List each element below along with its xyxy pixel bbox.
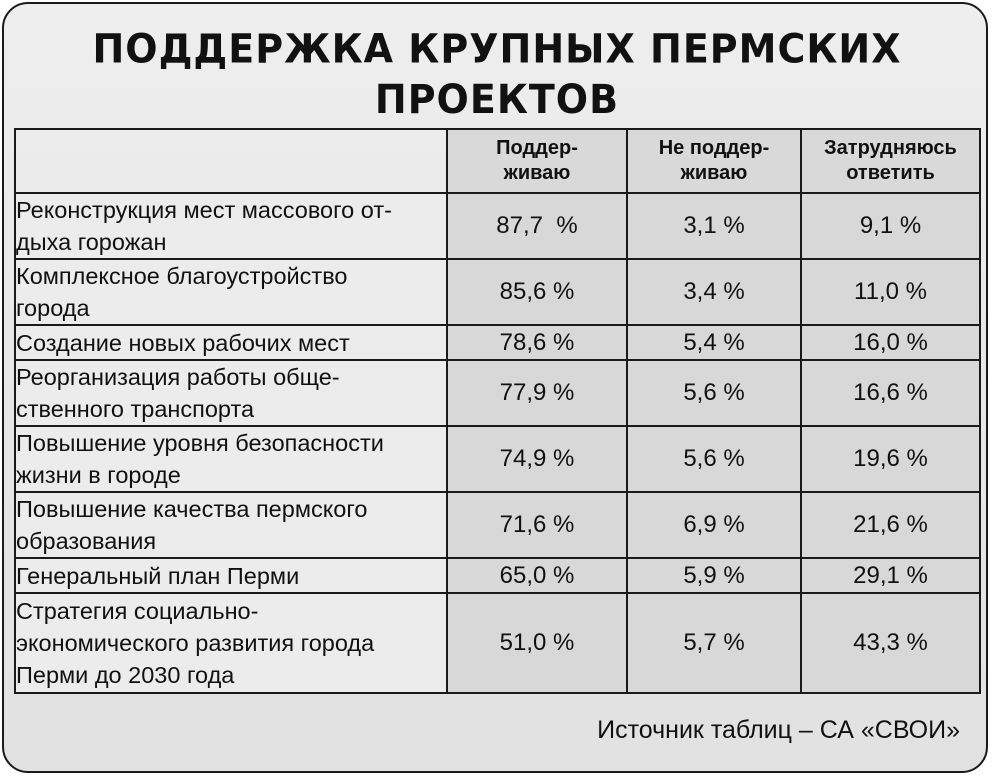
column-header-unsure: Затрудняюсь ответить: [801, 129, 980, 193]
source-note: Источник таблиц – СА «СВОИ»: [597, 716, 960, 744]
support-value: 78,6 %: [447, 325, 627, 360]
column-header-support: Поддер- живаю: [447, 129, 627, 193]
row-label: Реконструкция мест массового от- дыха горожан: [15, 193, 447, 259]
row-label: Генеральный план Перми: [15, 558, 447, 593]
unsure-value: 11,0 %: [801, 259, 980, 325]
unsure-value: 19,6 %: [801, 426, 980, 492]
support-value: 87,7 %: [447, 193, 627, 259]
support-value: 65,0 %: [447, 558, 627, 593]
table-header-row: [15, 129, 980, 193]
table-row: [15, 558, 980, 593]
oppose-value: 5,7 %: [627, 593, 801, 693]
row-label: Создание новых рабочих мест: [15, 325, 447, 360]
title-line-1: ПОДДЕРЖКА КРУПНЫХ ПЕРМСКИХ: [92, 25, 902, 72]
row-label: Стратегия социально- экономического развития города Перми до 2030 года: [15, 593, 447, 693]
oppose-value: 3,4 %: [627, 259, 801, 325]
row-label: Повышение качества пермского образования: [15, 492, 447, 558]
oppose-value: 5,4 %: [627, 325, 801, 360]
row-label: Повышение уровня безопасности жизни в городе: [15, 426, 447, 492]
table-row: [15, 325, 980, 360]
row-label: Реорганизация работы обще- ственного транспорта: [15, 360, 447, 426]
oppose-value: 5,6 %: [627, 360, 801, 426]
support-value: 51,0 %: [447, 593, 627, 693]
header-corner-cell: [15, 129, 447, 193]
table-row: [15, 492, 980, 558]
unsure-value: 16,6 %: [801, 360, 980, 426]
table-row: [15, 426, 980, 492]
unsure-value: 16,0 %: [801, 325, 980, 360]
row-label: Комплексное благоустройство города: [15, 259, 447, 325]
unsure-value: 43,3 %: [801, 593, 980, 693]
oppose-value: 3,1 %: [627, 193, 801, 259]
oppose-value: 6,9 %: [627, 492, 801, 558]
unsure-value: 29,1 %: [801, 558, 980, 593]
support-value: 71,6 %: [447, 492, 627, 558]
table-row: [15, 193, 980, 259]
survey-table: [14, 128, 981, 694]
unsure-value: 9,1 %: [801, 193, 980, 259]
column-header-oppose: Не поддер- живаю: [627, 129, 801, 193]
support-value: 85,6 %: [447, 259, 627, 325]
table-row: [15, 593, 980, 693]
unsure-value: 21,6 %: [801, 492, 980, 558]
table-row: [15, 360, 980, 426]
table-row: [15, 259, 980, 325]
support-value: 77,9 %: [447, 360, 627, 426]
oppose-value: 5,6 %: [627, 426, 801, 492]
page-title: [0, 24, 994, 125]
title-line-2: ПРОЕКТОВ: [374, 76, 620, 123]
support-value: 74,9 %: [447, 426, 627, 492]
oppose-value: 5,9 %: [627, 558, 801, 593]
